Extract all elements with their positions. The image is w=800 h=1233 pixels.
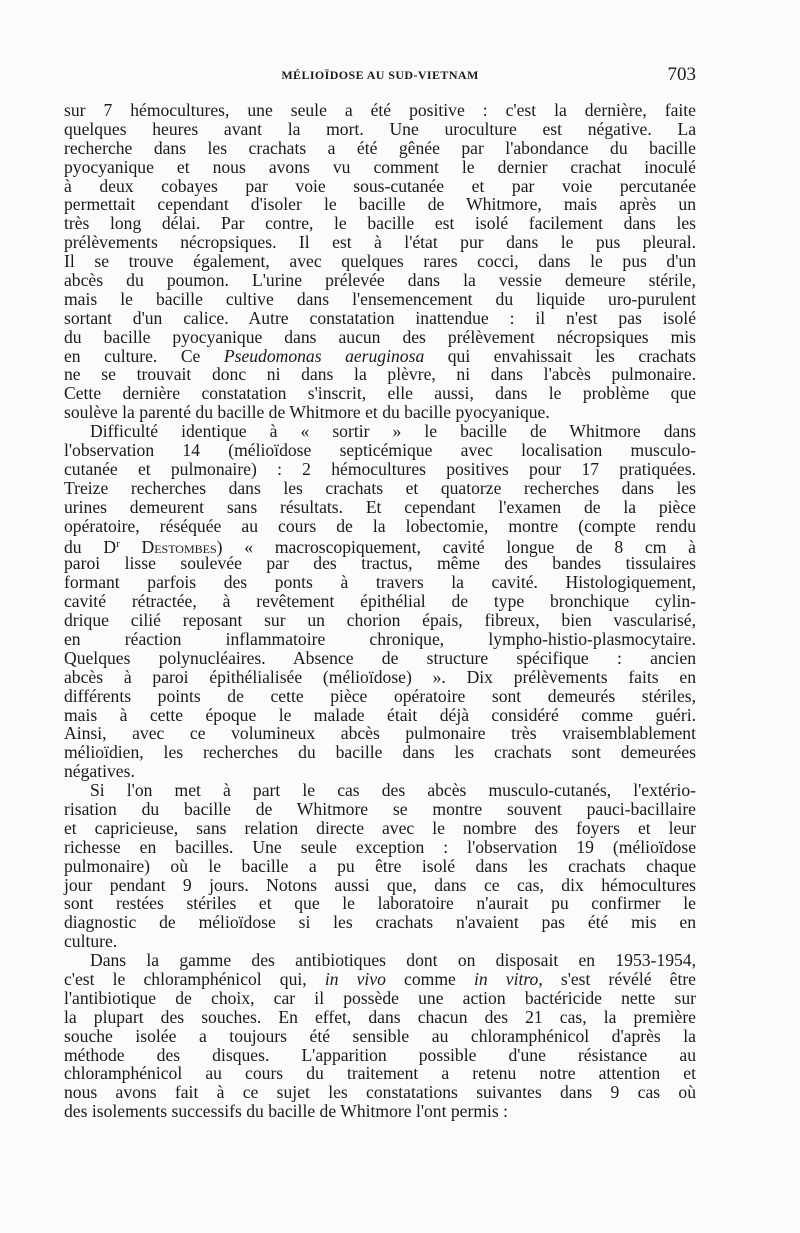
text-line: abcès à paroi épithélialisée (mélioïdose) ». Dix prélèvements faits en: [64, 666, 696, 687]
text-line: drique cilié reposant sur un chorion épais, fibreux, bien vascularisé,: [64, 610, 696, 631]
text-line: cavité rétractée, à revêtement épithélial de type bronchique cylin-: [64, 591, 696, 612]
running-title: MÉLIOÏDOSE AU SUD-VIETNAM: [281, 68, 479, 82]
text-segment: qui envahissait les crachats: [424, 345, 697, 366]
text-line: Si l'on met à part le cas des abcès musculo-cutanés, l'extério-: [90, 780, 696, 801]
text-line: souche isolée a toujours été sensible au chloramphénicol d'après la: [64, 1025, 696, 1046]
text-line: culture.: [64, 931, 118, 952]
text-segment: , s'est révélé être: [538, 968, 696, 989]
text-line: quelques heures avant la mort. Une uroculture est négative. La: [64, 118, 696, 139]
text-line: [64, 535, 696, 558]
text-segment: c'est le chloramphénicol qui,: [64, 968, 325, 989]
author-name: Destombes: [119, 537, 217, 558]
text-line: pyocyanique et nous avons vu comment le dernier crachat inoculé: [64, 156, 696, 177]
text-line: très long délai. Par contre, le bacille est isolé facilement dans les: [64, 213, 696, 234]
text-line: Il se trouve également, avec quelques rares cocci, dans le pus d'un: [64, 251, 696, 272]
line-prefix: du D: [64, 537, 117, 558]
text-line: [64, 347, 696, 366]
text-line: la plupart des souches. En effet, dans chacun des 21 cas, la première: [64, 1006, 696, 1027]
text-line: paroi lisse soulevée par des tractus, même des bandes tissulaires: [64, 553, 696, 574]
text-segment: comme: [385, 968, 474, 989]
italic-term: in vitro: [473, 968, 539, 989]
text-line: l'observation 14 (mélioïdose septicémique avec localisation musculo-: [64, 440, 696, 461]
italic-term: in vivo: [324, 968, 386, 989]
text-line: abcès du poumon. L'urine prélevée dans la vessie demeure stérile,: [64, 270, 696, 291]
text-line: sur 7 hémocultures, une seule a été positive : c'est la dernière, faite: [64, 100, 696, 120]
text-line: urines demeurent sans résultats. Et cependant l'examen de la pièce: [64, 496, 696, 517]
body-text: [64, 101, 696, 1121]
text-line: différents points de cette pièce opératoire sont demeurés stériles,: [64, 685, 696, 706]
text-line: risation du bacille de Whitmore se montre souvent pauci-bacillaire: [64, 798, 696, 819]
text-line: ne se trouvait donc ni dans la plèvre, ni dans l'abcès pulmonaire.: [64, 364, 696, 385]
text-line: richesse en bacilles. Une seule exception : l'observation 19 (mélioïdose: [64, 836, 696, 857]
text-line: Treize recherches dans les crachats et quatorze recherches dans les: [64, 477, 696, 498]
text-line: permettait cependant d'isoler le bacille de Whitmore, mais après un: [64, 194, 696, 215]
text-line: soulève la parenté du bacille de Whitmore et du bacille pyocyanique.: [64, 402, 550, 423]
text-line: en réaction inflammatoire chronique, lympho-histio-plasmocytaire.: [64, 628, 696, 649]
text-line: recherche dans les crachats a été gênée par l'abondance du bacille: [64, 137, 696, 158]
text-line: formant parfois des ponts à travers la cavité. Histologiquement,: [64, 572, 696, 593]
text-line: Difficulté identique à « sortir » le bacille de Whitmore dans: [90, 421, 696, 442]
text-line: sortant d'un calice. Autre constatation inattendue : il n'est pas isolé: [64, 307, 696, 328]
text-line: diagnostic de mélioïdose si les crachats n'avaient pas été mis en: [64, 912, 696, 933]
text-line: cutanée et pulmonaire) : 2 hémocultures positives pour 17 pratiquées.: [64, 458, 696, 479]
text-line: Cette dernière constatation s'inscrit, elle aussi, dans le problème que: [64, 383, 696, 404]
paragraph: [64, 951, 696, 1121]
text-line: pulmonaire) où le bacille a pu être isolé dans les crachats chaque: [64, 855, 696, 876]
text-line: mélioïdien, les recherches du bacille dans les crachats sont demeurées: [64, 742, 696, 763]
text-line: prélèvements nécropsiques. Il est à l'état pur dans le pus pleural.: [64, 232, 696, 253]
text-line: sont restées stériles et que le laboratoire n'aurait pu confirmer le: [64, 893, 696, 914]
text-line: Ainsi, avec ce volumineux abcès pulmonaire très vraisemblablement: [64, 723, 696, 744]
text-line: opératoire, réséquée au cours de la lobectomie, montre (compte rendu: [64, 515, 696, 536]
text-line: mais le bacille cultive dans l'ensemencement du liquide uro-purulent: [64, 288, 696, 309]
text-line: des isolements successifs du bacille de Whitmore l'ont permis :: [64, 1101, 509, 1122]
text-line: [64, 970, 696, 989]
paragraph: [64, 101, 696, 422]
text-line: mais à cette époque le malade était déjà considéré comme guéri.: [64, 704, 696, 725]
text-line: jour pendant 9 jours. Notons aussi que, dans ce cas, dix hémocultures: [64, 874, 696, 895]
paragraph: [64, 781, 696, 951]
text-line: et capricieuse, sans relation directe avec le nombre des foyers et leur: [64, 817, 696, 838]
text-line: chloramphénicol au cours du traitement a retenu notre attention et: [64, 1063, 696, 1084]
text-line: l'antibiotique de choix, car il possède une action bactéricide nette sur: [64, 987, 696, 1008]
line-suffix: ) « macroscopiquement, cavité longue de 8 cm à: [216, 537, 696, 558]
text-line: nous avons fait à ce sujet les constatations suivantes dans 9 cas où: [64, 1082, 696, 1103]
text-line: Dans la gamme des antibiotiques dont on disposait en 1953-1954,: [90, 950, 696, 971]
text-segment: en culture. Ce: [64, 345, 224, 366]
running-head: [64, 66, 696, 86]
text-line: du bacille pyocyanique dans aucun des prélèvement nécropsiques mis: [64, 326, 696, 347]
paragraph: [64, 422, 696, 781]
superscript: r: [116, 538, 120, 551]
text-line: Quelques polynucléaires. Absence de structure spécifique : ancien: [64, 647, 696, 668]
page-number: 703: [667, 64, 696, 85]
text-line: négatives.: [64, 761, 135, 782]
italic-term: Pseudomonas aeruginosa: [223, 345, 425, 366]
text-line: à deux cobayes par voie sous-cutanée et par voie percutanée: [64, 175, 696, 196]
text-line: méthode des disques. L'apparition possible d'une résistance au: [64, 1044, 696, 1065]
